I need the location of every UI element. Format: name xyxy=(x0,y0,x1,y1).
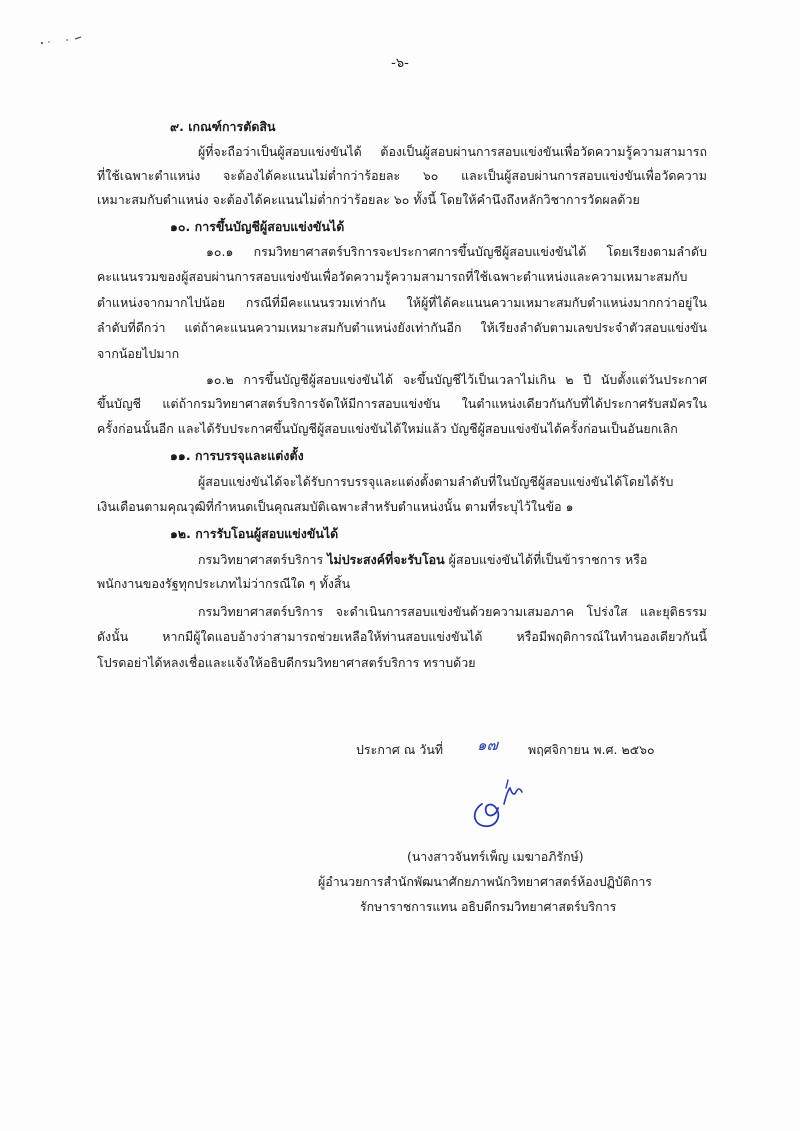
signatory-position-2: รักษาราชการแทน อธิบดีกรมวิทยาศาสตร์บริการ xyxy=(360,899,617,914)
section-11-line-1: ผู้สอบแข่งขันได้จะได้รับการบรรจุและแต่งตั้งตามลำดับที่ในบัญชีผู้สอบแข่งขันได้โดยได้รับ xyxy=(198,474,674,489)
section-12-p1-prefix: กรมวิทยาศาสตร์บริการ xyxy=(198,552,328,567)
section-12-p2-line-1: กรมวิทยาศาสตร์บริการ จะดำเนินการสอบแข่งขันด้วยความเสมอภาค โปร่งใส และยุติธรรม xyxy=(198,604,707,619)
signatory-name: (นางสาวจันทร์เพ็ญ เมฆาอภิรักษ์) xyxy=(407,849,584,864)
section-11-heading: ๑๑. การบรรจุและแต่งตั้ง xyxy=(170,448,304,463)
page-number: -๖- xyxy=(391,56,409,71)
section-9-line-3: เหมาะสมกับตำแหน่ง จะต้องได้คะแนนไม่ต่ำกว่าร้อยละ ๖๐ ทั้งนี้ โดยให้คำนึงถึงหลักวิชาการวัดผลด้วย xyxy=(97,192,640,207)
section-12-p1-line-2: พนักงานของรัฐทุกประเภทไม่ว่ากรณีใด ๆ ทั้งสิ้น xyxy=(97,576,351,591)
section-10-1-line-1: ๑๐.๑ กรมวิทยาศาสตร์บริการจะประกาศการขึ้นบัญชีผู้สอบแข่งขันได้ โดยเรียงตามลำดับ xyxy=(206,244,707,259)
section-10-2-line-1: ๑๐.๒ การขึ้นบัญชีผู้สอบแข่งขันได้ จะขึ้นบัญชีไว้เป็นเวลาไม่เกิน ๒ ปี นับตั้งแต่วันประกาศ xyxy=(206,372,707,387)
section-10-1-line-5: จากน้อยไปมาก xyxy=(97,346,180,361)
announcement-prefix: ประกาศ ณ วันที่ xyxy=(356,742,444,757)
section-12-p2-line-3: โปรดอย่าได้หลงเชื่อและแจ้งให้อธิบดีกรมวิทยาศาสตร์บริการ ทราบด้วย xyxy=(97,655,476,670)
no-transfer-emphasis: ไม่ประสงค์ที่จะรับโอน xyxy=(327,552,445,567)
section-12-heading: ๑๒. การรับโอนผู้สอบแข่งขันได้ xyxy=(170,526,339,541)
section-9-line-1: ผู้ที่จะถือว่าเป็นผู้สอบแข่งขันได้ ต้องเป็นผู้สอบผ่านการสอบแข่งขันเพื่อวัดความรู้ความสามารถ xyxy=(198,144,707,159)
handwritten-day: ๑๗ xyxy=(477,736,498,754)
handwritten-signature xyxy=(462,774,532,830)
section-10-2-line-3: ครั้งก่อนนั้นอีก และได้รับประกาศขึ้นบัญชีผู้สอบแข่งขันได้ใหม่แล้ว บัญชีผู้สอบแข่งขันได้ครั้งก่อนเป็นอันยกเลิก xyxy=(97,421,678,436)
section-10-1-line-3: ตำแหน่งจากมากไปน้อย กรณีที่มีคะแนนรวมเท่ากัน ให้ผู้ที่ได้คะแนนความเหมาะสมกับตำแหน่งมากกว่าอยู่ใน xyxy=(97,295,707,310)
scan-speck-marks xyxy=(38,34,88,48)
section-10-1-line-2: คะแนนรวมของผู้สอบผ่านการสอบแข่งขันเพื่อวัดความรู้ความสามารถที่ใช้เฉพาะตำแหน่งและความเหมาะสมกับ xyxy=(97,269,688,284)
section-9-line-2: ที่ใช้เฉพาะตำแหน่ง จะต้องได้คะแนนไม่ต่ำกว่าร้อยละ ๖๐ และเป็นผู้สอบผ่านการสอบแข่งขันเพื่อวัดความ xyxy=(97,168,707,183)
section-12-p1-line-1 xyxy=(198,551,647,569)
section-9-heading: ๙. เกณฑ์การตัดสิน xyxy=(170,119,276,134)
section-11-line-2: เงินเดือนตามคุณวุฒิที่กำหนดเป็นคุณสมบัติเฉพาะสำหรับตำแหน่งนั้น ตามที่ระบุไว้ในข้อ ๑ xyxy=(97,499,574,514)
section-10-2-line-2: ขึ้นบัญชี แต่ถ้ากรมวิทยาศาสตร์บริการจัดให้มีการสอบแข่งขัน ในตำแหน่งเดียวกันกับที่ได้ประกาศรับสมัครใน xyxy=(97,396,707,411)
section-12-p1-suffix: ผู้สอบแข่งขันได้ที่เป็นข้าราชการ หรือ xyxy=(444,552,648,567)
section-12-p2-line-2: ดังนั้น หากมีผู้ใดแอบอ้างว่าสามารถช่วยเหลือให้ท่านสอบแข่งขันได้ หรือมีพฤติการณ์ในทำนองเดียวกันนี้ xyxy=(97,629,707,644)
announcement-month-year: พฤศจิกายน พ.ศ. ๒๕๖๐ xyxy=(528,742,655,757)
section-10-1-line-4: ลำดับที่ดีกว่า แต่ถ้าคะแนนความเหมาะสมกับตำแหน่งยังเท่ากันอีก ให้เรียงลำดับตามเลขประจำตัวสอบแข่งขัน xyxy=(97,320,707,335)
section-10-heading: ๑๐. การขึ้นบัญชีผู้สอบแข่งขันได้ xyxy=(170,219,345,234)
signatory-position-1: ผู้อำนวยการสำนักพัฒนาศักยภาพนักวิทยาศาสตร์ห้องปฏิบัติการ xyxy=(318,874,652,889)
